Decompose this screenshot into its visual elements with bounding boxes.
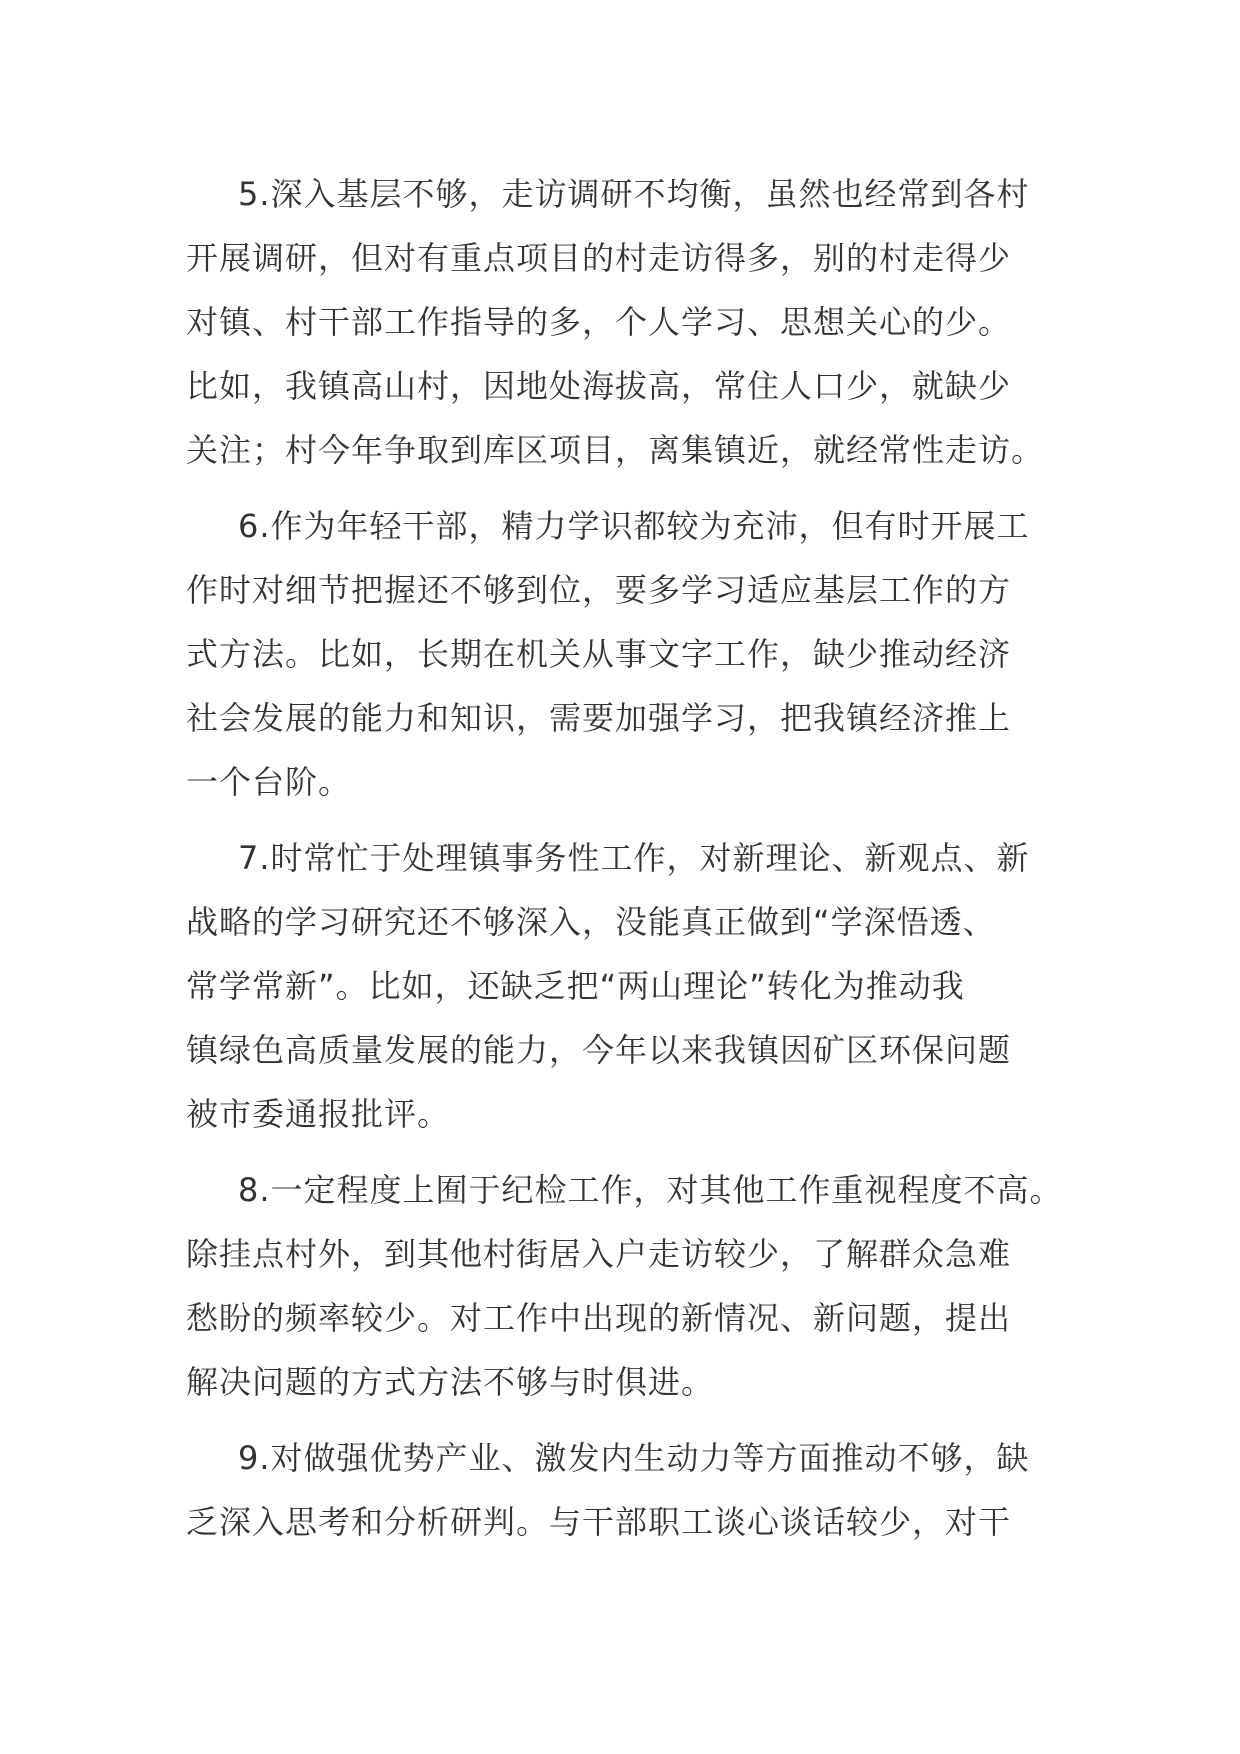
text-line: 比如，我镇高山村，因地处海拔高，常住人口少，就缺少 bbox=[186, 367, 1012, 405]
text-line: 解决问题的方式方法不够与时俱进。 bbox=[186, 1363, 715, 1401]
text-line: 作时对细节把握还不够到位，要多学习适应基层工作的方 bbox=[186, 571, 1012, 609]
text-line: 6.作为年轻干部，精力学识都较为充沛，但有时开展工 bbox=[238, 507, 1030, 545]
paragraph-7 bbox=[186, 826, 1076, 1146]
paragraph-5 bbox=[186, 162, 1076, 482]
text-line: 式方法。比如，长期在机关从事文字工作，缺少推动经济 bbox=[186, 635, 1012, 673]
paragraph-8 bbox=[186, 1158, 1076, 1414]
text-line: 9.对做强优势产业、激发内生动力等方面推动不够，缺 bbox=[238, 1439, 1030, 1477]
text-line: 一个台阶。 bbox=[186, 763, 352, 801]
text-line: 常学常新”。比如，还缺乏把“两山理论”转化为推动我 bbox=[186, 967, 965, 1005]
text-line: 开展调研，但对有重点项目的村走访得多，别的村走得少 bbox=[186, 239, 1012, 277]
text-line: 乏深入思考和分析研判。与干部职工谈心谈话较少，对干 bbox=[186, 1503, 1012, 1541]
text-line: 被市委通报批评。 bbox=[186, 1095, 451, 1133]
text-line: 8.一定程度上囿于纪检工作，对其他工作重视程度不高。 bbox=[238, 1171, 1063, 1209]
text-line: 除挂点村外，到其他村街居入户走访较少，了解群众急难 bbox=[186, 1235, 1012, 1273]
text-line: 关注；村今年争取到库区项目，离集镇近，就经常性走访。 bbox=[186, 431, 1045, 469]
text-line: 愁盼的频率较少。对工作中出现的新情况、新问题，提出 bbox=[186, 1299, 1012, 1337]
text-line: 对镇、村干部工作指导的多，个人学习、思想关心的少。 bbox=[186, 303, 1012, 341]
paragraph-6 bbox=[186, 494, 1076, 814]
document-body bbox=[186, 162, 1076, 1566]
text-line: 战略的学习研究还不够深入，没能真正做到“学深悟透、 bbox=[186, 903, 996, 941]
text-line: 7.时常忙于处理镇事务性工作，对新理论、新观点、新 bbox=[238, 839, 1030, 877]
paragraph-9 bbox=[186, 1426, 1076, 1554]
text-line: 社会发展的能力和知识，需要加强学习，把我镇经济推上 bbox=[186, 699, 1012, 737]
text-line: 镇绿色高质量发展的能力，今年以来我镇因矿区环保问题 bbox=[186, 1031, 1012, 1069]
text-line: 5.深入基层不够，走访调研不均衡，虽然也经常到各村 bbox=[238, 175, 1030, 213]
